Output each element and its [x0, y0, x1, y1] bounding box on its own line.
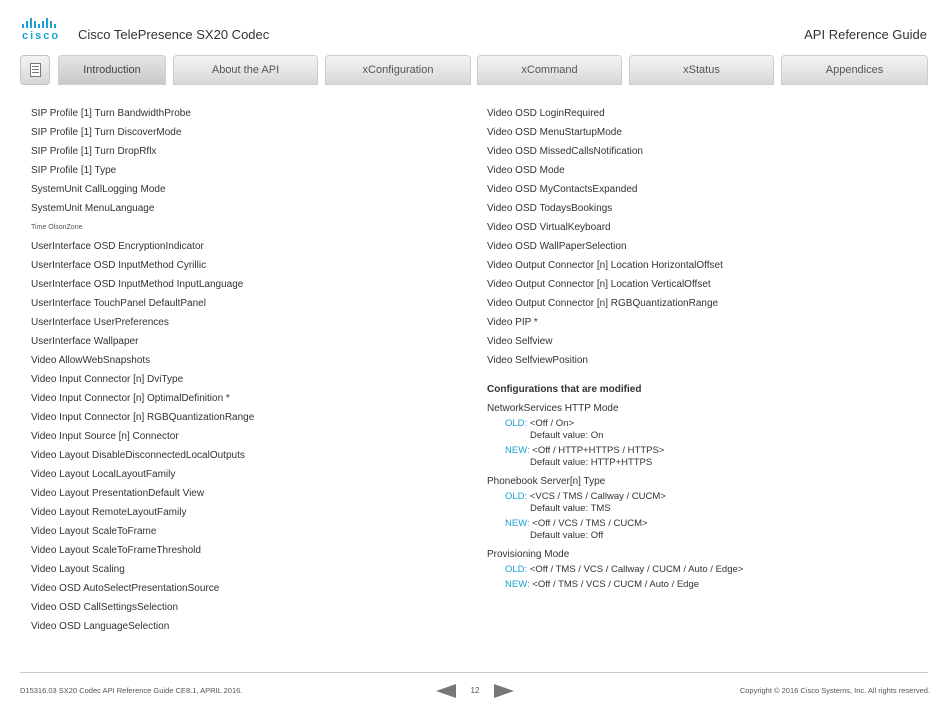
- list-item: Video OSD MissedCallsNotification: [487, 146, 643, 157]
- product-title: Cisco TelePresence SX20 Codec: [78, 27, 270, 42]
- guide-title: API Reference Guide: [804, 27, 927, 42]
- list-item: Video OSD AutoSelectPresentationSource: [31, 583, 220, 594]
- previous-page-arrow-icon[interactable]: [436, 684, 456, 698]
- list-item: Video Output Connector [n] RGBQuantizationRange: [487, 298, 719, 309]
- config-name: Provisioning Mode: [487, 549, 570, 560]
- list-item: SIP Profile [1] Type: [31, 165, 117, 176]
- list-item: Video Input Connector [n] OptimalDefinition *: [31, 393, 230, 404]
- list-item: Video Layout ScaleToFrame: [31, 526, 157, 537]
- list-item: SystemUnit CallLogging Mode: [31, 184, 166, 195]
- config-name: NetworkServices HTTP Mode: [487, 403, 619, 414]
- tab-xcommand[interactable]: xCommand: [477, 55, 622, 85]
- list-item: UserInterface OSD InputMethod InputLanguage: [31, 279, 244, 290]
- left-config-list: [31, 104, 451, 636]
- footer-divider: [20, 672, 928, 673]
- old-value: <Off / TMS / VCS / Callway / CUCM / Auto / Edge>: [529, 564, 744, 575]
- list-item: SIP Profile [1] Turn DropRflx: [31, 146, 157, 157]
- list-item: Time OlsonZone: [31, 224, 83, 231]
- list-item: UserInterface UserPreferences: [31, 317, 169, 328]
- tab-appendices[interactable]: Appendices: [781, 55, 928, 85]
- new-default: Default value: Off: [530, 530, 604, 541]
- page-navigation: [436, 684, 514, 698]
- old-value-line: [505, 418, 927, 430]
- list-item: Video Layout PresentationDefault View: [31, 488, 205, 499]
- list-item: Video Output Connector [n] Location HorizontalOffset: [487, 260, 723, 271]
- list-item: Video PIP *: [487, 317, 538, 328]
- new-value-line: [505, 518, 927, 530]
- tab-xstatus[interactable]: xStatus: [629, 55, 774, 85]
- list-item: Video OSD Mode: [487, 165, 565, 176]
- new-value: <Off / TMS / VCS / CUCM / Auto / Edge: [532, 579, 700, 590]
- right-config-list: [487, 104, 927, 597]
- list-item: UserInterface Wallpaper: [31, 336, 139, 347]
- cisco-logo: [22, 16, 66, 44]
- list-item: UserInterface OSD InputMethod Cyrillic: [31, 260, 207, 271]
- new-label: NEW:: [505, 518, 530, 529]
- list-item: Video Input Connector [n] RGBQuantizationRange: [31, 412, 255, 423]
- tab-introduction[interactable]: Introduction: [58, 55, 166, 85]
- tab-xconfiguration[interactable]: xConfiguration: [325, 55, 471, 85]
- logo-text: cisco: [22, 30, 61, 42]
- old-label: OLD:: [505, 418, 528, 429]
- list-item: SIP Profile [1] Turn BandwidthProbe: [31, 108, 191, 119]
- old-default: Default value: TMS: [530, 503, 611, 514]
- list-item: Video OSD LanguageSelection: [31, 621, 170, 632]
- document-icon: [30, 63, 41, 77]
- modified-config-group: [487, 548, 927, 591]
- page-header: [0, 0, 950, 52]
- list-item: Video OSD LoginRequired: [487, 108, 605, 119]
- old-label: OLD:: [505, 491, 528, 502]
- table-of-contents-button[interactable]: [20, 55, 50, 85]
- new-label: NEW:: [505, 445, 530, 456]
- new-value: <Off / HTTP+HTTPS / HTTPS>: [532, 445, 665, 456]
- old-value-line: [505, 564, 927, 576]
- page-number: 12: [470, 686, 480, 695]
- list-item: Video Layout RemoteLayoutFamily: [31, 507, 187, 518]
- list-item: Video OSD MenuStartupMode: [487, 127, 622, 138]
- modified-section-title: Configurations that are modified: [487, 384, 642, 395]
- list-item: Video OSD TodaysBookings: [487, 203, 613, 214]
- list-item: Video SelfviewPosition: [487, 355, 588, 366]
- old-value: <VCS / TMS / Callway / CUCM>: [529, 491, 666, 502]
- copyright-notice: Copyright © 2016 Cisco Systems, Inc. All rights reserved.: [739, 686, 930, 695]
- list-item: Video Layout Scaling: [31, 564, 125, 575]
- new-value: <Off / VCS / TMS / CUCM>: [532, 518, 648, 529]
- modified-config-group: [487, 402, 927, 469]
- list-item: UserInterface OSD EncryptionIndicator: [31, 241, 204, 252]
- new-value-line: [505, 445, 927, 457]
- next-page-arrow-icon[interactable]: [494, 684, 514, 698]
- old-label: OLD:: [505, 564, 528, 575]
- list-item: UserInterface TouchPanel DefaultPanel: [31, 298, 206, 309]
- list-item: Video OSD VirtualKeyboard: [487, 222, 611, 233]
- list-item: Video Layout DisableDisconnectedLocalOutputs: [31, 450, 245, 461]
- list-item: Video Input Source [n] Connector: [31, 431, 179, 442]
- list-item: Video OSD MyContactsExpanded: [487, 184, 638, 195]
- navigation-tabs: [20, 55, 928, 85]
- old-default: Default value: On: [530, 430, 604, 441]
- new-default: Default value: HTTP+HTTPS: [530, 457, 653, 468]
- list-item: SystemUnit MenuLanguage: [31, 203, 155, 214]
- old-value: <Off / On>: [529, 418, 575, 429]
- list-item: Video Input Connector [n] DviType: [31, 374, 184, 385]
- list-item: Video Output Connector [n] Location VerticalOffset: [487, 279, 711, 290]
- new-value-line: [505, 579, 927, 591]
- list-item: Video Selfview: [487, 336, 553, 347]
- list-item: Video OSD CallSettingsSelection: [31, 602, 179, 613]
- list-item: Video OSD WallPaperSelection: [487, 241, 627, 252]
- document-reference: D15316.03 SX20 Codec API Reference Guide CE8.1, APRIL 2016.: [20, 686, 243, 695]
- list-item: SIP Profile [1] Turn DiscoverMode: [31, 127, 182, 138]
- config-name: Phonebook Server[n] Type: [487, 476, 606, 487]
- list-item: Video Layout ScaleToFrameThreshold: [31, 545, 201, 556]
- list-item: Video Layout LocalLayoutFamily: [31, 469, 176, 480]
- new-label: NEW:: [505, 579, 530, 590]
- old-value-line: [505, 491, 927, 503]
- tab-about-the-api[interactable]: About the API: [173, 55, 318, 85]
- list-item: Video AllowWebSnapshots: [31, 355, 151, 366]
- modified-config-group: [487, 475, 927, 542]
